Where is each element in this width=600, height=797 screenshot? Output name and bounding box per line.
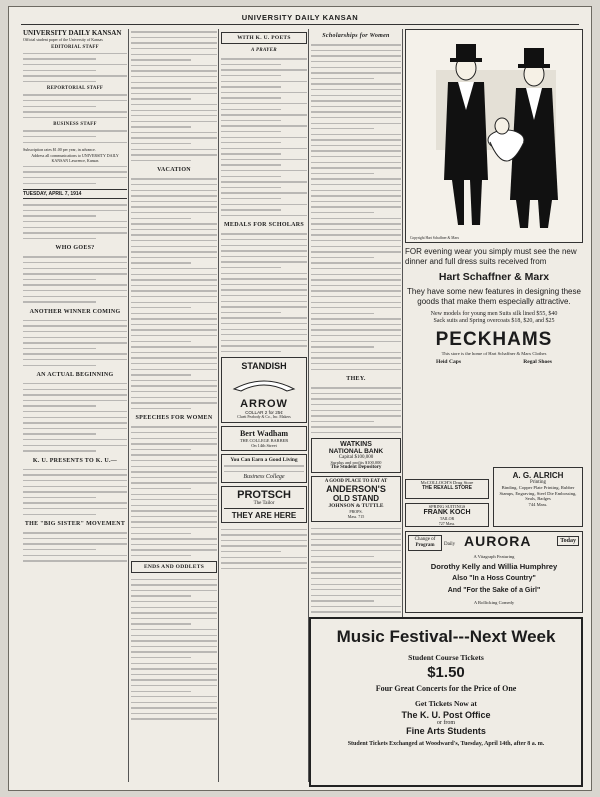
music-price: $1.50 [427,664,465,681]
peckhams-name: PECKHAMS [435,329,553,350]
hsm-line-1: FOR evening wear you simply must see the new dinner and full dress suits received from [405,247,577,266]
regal-shoes: Regal Shoes [523,359,552,365]
fashion-illustration [405,29,583,243]
text-line [311,366,401,372]
text-line [224,469,304,475]
text-line [23,236,127,242]
koch-line-3: TAILOR [439,516,455,521]
music-line-5: The K. U. Post Office [401,710,491,720]
text-line [23,299,127,305]
text-line [131,716,217,722]
business-college-name: Business College [243,474,285,481]
text-line [23,448,127,454]
watkins-line-5: The Student Depository [330,465,382,471]
collar-illustration [229,371,299,393]
good-living: You Can Earn a Good Living [230,457,298,464]
heading-speeches: SPEECHES FOR WOMEN [135,415,213,422]
anderson-line-6: Mass. 715 [347,514,365,520]
article-body [131,29,217,163]
column-3 [221,29,307,784]
arrow-name: ARROW [240,398,288,411]
masthead-rule [21,24,579,25]
heading-actual-beginning: AN ACTUAL BEGINNING [36,371,114,378]
aurora-ad [405,531,583,613]
aurora-line-4: And "For the Sake of a Girl" [447,587,541,594]
text-line [23,558,127,564]
text-line [23,511,127,517]
address-line: Address all communications to UNIVERSITY DAILY KANSAN Lawrence, Kansas [31,152,119,164]
protsch-ad [221,486,307,523]
protsch-tag: THEY ARE HERE [224,508,304,520]
text-line [23,362,127,368]
heading-they: THEY. [346,376,366,383]
heading-scholarships: Scholarships for Women [322,33,390,39]
wadham-sub: THE COLLEGE BARBER [239,438,289,444]
koch-line-4: 727 Mass. [438,521,456,526]
arrow-sub: COLLAR 2 for 25¢ [245,410,283,416]
music-line-7: Fine Arts Students [406,726,486,736]
watkins-line-2: NATIONAL BANK [328,448,384,456]
anderson-line-5: PROPS. [349,509,363,515]
copyright-line: Copyright Hart Schaffner & Marx [410,236,460,240]
protsch-sub: The Tailor [253,501,275,507]
arrow-collar-ad [221,357,307,423]
heading-kup: K. U. PRESENTS TO K. U.— [32,457,118,464]
text-line [23,115,127,121]
music-line-4: Get Tickets Now at [415,699,477,708]
heading-another-winner: ANOTHER WINNER COMING [29,308,121,315]
gentlemen-illustration [406,30,582,230]
official-notice: Official student paper of the University of Kansas [23,37,103,42]
nameplate: UNIVERSITY DAILY KANSAN [23,29,122,37]
hsm-line-3: New models for young men Suits silk lined $55, $40 Sack suits and Spring overcoats $18, $20, and $25 [430,311,558,324]
editorial-staff-heading: EDITORIAL STAFF [51,44,99,50]
anderson-line-3: OLD STAND [332,494,380,504]
heid-caps: Heid Caps [436,359,462,365]
hsm-ad [405,247,583,365]
heading-kup-poets: WITH K. U. POETS [221,32,307,44]
aurora-line-2: Dorothy Kelly and Willia Humphrey [430,562,558,571]
column-divider [218,29,219,782]
anderson-ad [311,476,401,522]
text-line [221,213,307,219]
alrich-name: A. G. ALRICH [512,471,564,480]
heading-prayer: A PRAYER [251,48,277,53]
alrich-ad [493,467,583,527]
music-festival-ad [309,617,583,787]
music-title: Music Festival---Next Week [336,627,556,646]
peckhams-sub: This store is the home of Hart Schaffner & Marx Clothes [441,351,547,356]
mccolloch-ad [405,479,489,499]
reportorial-staff-heading: REPORTORIAL STAFF [46,86,104,92]
alrich-services: Binding, Copper Plate Printing, Rubber Stamps, Engraving, Steel Die Embossing, Seals, Badges [499,485,577,502]
column-divider [128,29,129,782]
koch-ad [405,503,489,527]
heading-big-sister: THE "BIG SISTER" MOVEMENT [24,520,126,527]
column-2 [131,29,217,784]
watkins-line-4: Surplus and profits $100,000 [330,460,382,466]
aurora-name: AURORA [464,533,532,549]
text-line [131,553,217,559]
alrich-address: 744 Mass. [528,501,548,507]
text-line [23,79,127,85]
anderson-line-2: ANDERSON'S [326,484,386,495]
text-line [131,406,217,412]
text-line [131,158,217,164]
business-staff-heading: BUSINESS STAFF [53,122,97,128]
anderson-line-4: JOHNSON & TUTTLE [328,503,384,510]
music-line-1: Student Course Tickets [408,653,484,662]
wadham-name: Bert Wadham [239,429,289,439]
wadham-ad [221,426,307,451]
arrow-maker: Cluett Peabody & Co., Inc. Makers [237,415,291,420]
text-line [311,430,401,436]
wadham-addr: On 14th Street [251,443,277,449]
koch-line-1: SPRING SUITINGS [428,504,466,509]
music-line-8: Student Tickets Exchanged at Woodward's, Tuesday, April 14th, after 8 a. m. [347,741,545,747]
heading-vacation: VACATION [157,167,191,174]
music-line-3: Four Great Concerts for the Price of One [375,684,517,693]
aurora-line-1: A Vitagraph Featuring [473,554,515,559]
today-badge: Today [557,536,579,546]
anderson-line-1: A GOOD PLACE TO EAT AT [324,479,388,485]
newspaper-page [8,6,592,791]
subscription-rates: Subscription rates $1.00 per year, in advance. [23,146,96,152]
watkins-line-3: Capital $100,000 [338,455,374,461]
standish-brand: STANDISH [241,361,287,372]
change-line-1: Change of [414,537,436,542]
heading-medals: MEDALS FOR SCHOLARS [223,222,305,229]
column-1 [23,29,127,784]
mccolloch-line-1: McCOLLOCH'S Drug Store [420,480,474,485]
protsch-name: PROTSCH [237,489,291,502]
aurora-line-5: A Rollicking Comedy [473,600,515,605]
alrich-printing: Printing [529,480,547,485]
change-daily: Daily [444,542,456,547]
text-line [221,349,307,355]
business-college-ad [221,454,307,483]
aurora-line-3: Also "In a Hoss Country" [452,575,536,582]
masthead: UNIVERSITY DAILY KANSAN [241,13,359,22]
hsm-line-2: They have some new features in designing these goods that make them especially attractive. [407,287,581,306]
mccolloch-line-2: THE REXALL STORE [422,485,472,491]
change-program-box [408,535,442,551]
watkins-line-1: WATKINS [340,441,372,449]
hsm-name: Hart Schaffner & Marx [438,271,550,283]
change-line-2: Program [415,543,435,548]
issue-date: TUESDAY, APRIL 7, 1914 [23,189,127,199]
watkins-bank-ad [311,438,401,473]
koch-line-2: FRANK KOCH [423,509,471,516]
heading-ends-oddlets: ENDS AND ODDLETS [131,561,217,573]
text-line [23,139,127,145]
music-line-6: or from [436,720,456,726]
text-line [23,180,127,186]
heading-who-goes: WHO GOES? [55,245,95,252]
staff-list [23,51,127,85]
text-line [221,566,307,572]
